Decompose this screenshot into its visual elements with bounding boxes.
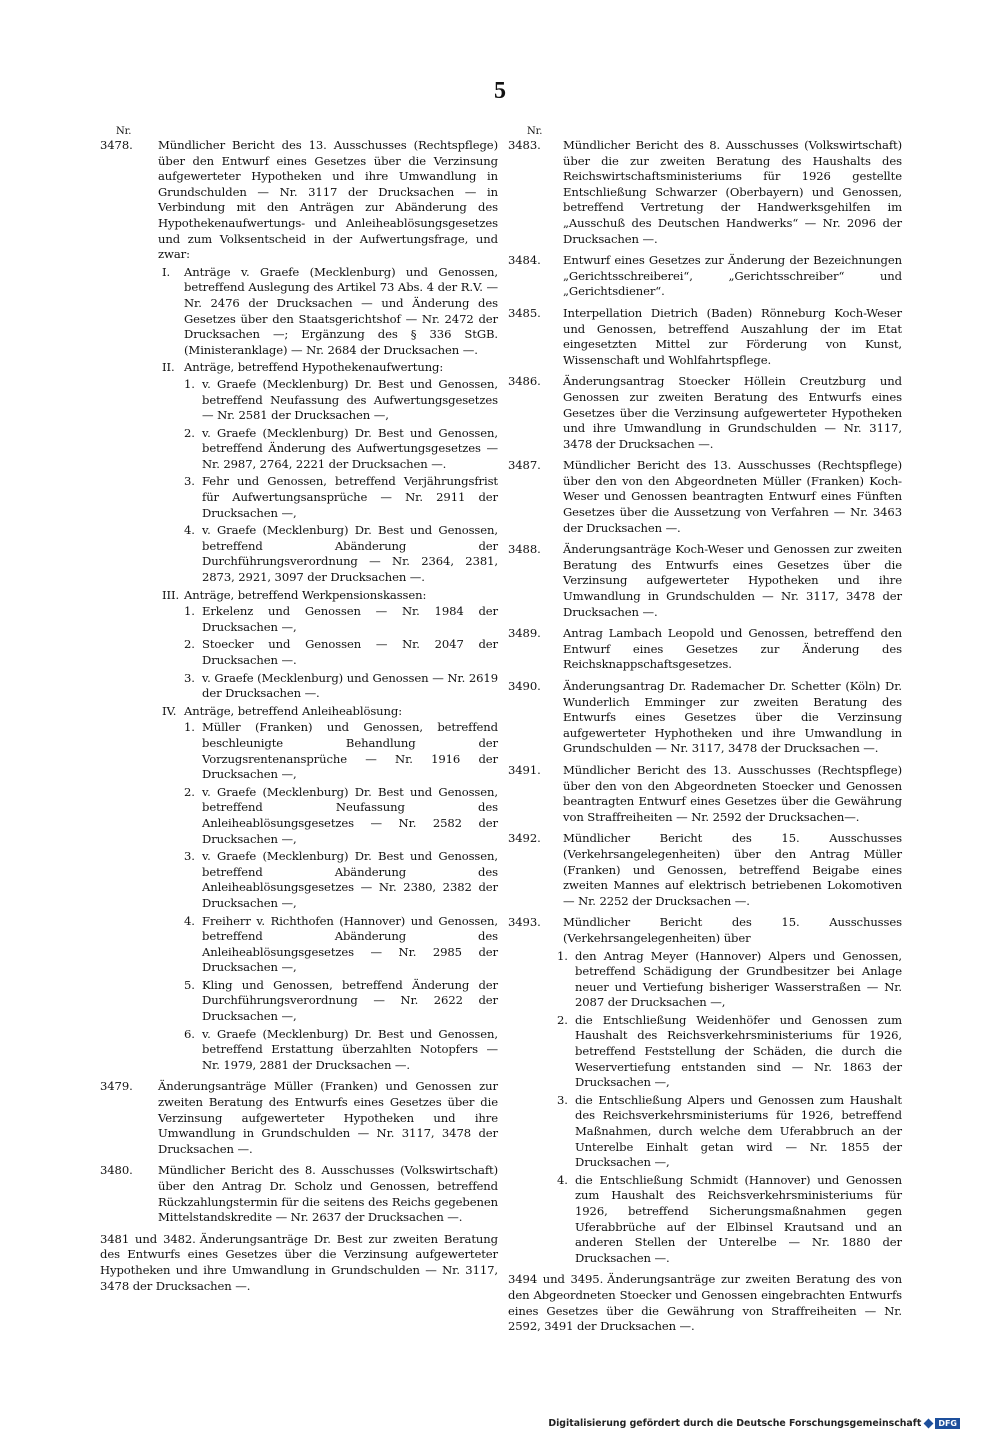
entry-3494-3495 [508, 1272, 902, 1334]
item-text: v. Graefe (Mecklenburg) und Genossen — Nr. 2619 der Drucksachen —. [202, 670, 498, 701]
entry-number: 3490. [508, 679, 541, 693]
item-number: 1. [184, 604, 195, 619]
page-number: 5 [494, 78, 506, 104]
item-number: 6. [184, 1026, 195, 1041]
entry-text: Änderungsanträge zur zweiten Beratung des von den Abgeordneten Stoecker und Genossen eingebrachten Entwurfs eines Gesetzes über die Gewährung von Straffreiheiten — Nr. 2592, 3491 der Drucksachen —. [508, 1272, 902, 1334]
item-text: Kling und Genossen, betreffend Änderung der Durchführungsverordnung — Nr. 2622 der Drucksachen —, [202, 977, 498, 1024]
group-iv [158, 704, 498, 1074]
group-numeral: I. [162, 264, 171, 279]
dfg-diamond-icon [924, 1419, 934, 1429]
entry-text: Mündlicher Bericht des 15. Ausschusses (Verkehrsangelegenheiten) über [563, 915, 902, 945]
entry-text: Änderungsanträge Müller (Franken) und Genossen zur zweiten Beratung des Entwurfs eines Gesetzes über die Verzinsung aufgewerteter Hypotheken und ihre Umwandlung in Grundschulden — Nr. 3117, 3478 der Drucksachen —. [158, 1079, 498, 1156]
entry-3489 [508, 626, 902, 673]
entry-3485 [508, 306, 902, 368]
entry-text: Interpellation Dietrich (Baden) Rönneburg Koch-Weser und Genossen, betreffend Auszahlung der im Etat eingesetzten Mittel zur Förderung von Kunst, Wissenschaft und Wohlfahrtspflege. [563, 305, 902, 367]
left-column [100, 126, 498, 1300]
entry-3490 [508, 679, 902, 757]
group-iii [158, 588, 498, 702]
entry-3487 [508, 458, 902, 536]
item-number: 3. [184, 849, 195, 864]
item-number: 2. [557, 1012, 568, 1027]
entry-3488 [508, 542, 902, 620]
entry-number: 3489. [508, 626, 541, 641]
entry-3493 [508, 915, 902, 1266]
dfg-logo-text: DFG [935, 1418, 960, 1429]
entry-number: 3493. [508, 915, 541, 930]
group-numeral: IV. [162, 703, 177, 718]
entry-text: Änderungsantrag Dr. Rademacher Dr. Schetter (Köln) Dr. Wunderlich Emminger zur zweiten Beratung des Entwurfs eines Gesetzes über die Verzinsung aufgewerteter Hyphotheken und ihre Umwandlung in Grundschulden — Nr. 3117, 3478 der Drucksachen —. [563, 679, 902, 756]
list-item [184, 1027, 498, 1074]
item-text: v. Graefe (Mecklenburg) Dr. Best und Genossen, betreffend Erstattung überzahlten Notopfers — Nr. 1979, 2881 der Drucksachen —. [202, 1026, 498, 1072]
entry-number: 3486. [508, 374, 541, 389]
entry-3492 [508, 831, 902, 909]
list-item [184, 604, 498, 635]
entry-text: Entwurf eines Gesetzes zur Änderung der Bezeichnungen „Gerichtsschreiberei“, „Gerichtsschreiber“ und „Gerichtsdiener“. [563, 253, 902, 299]
item-text: die Entschließung Schmidt (Hannover) und Genossen zum Haushalt des Reichsverkehrsministeriums für 1926, betreffend Sicherungsmaßnahmen gegen Uferabbrüche auf der Elbinsel Krautsand und an anderen Stellen der Unterelbe — Nr. 1880 der Drucksachen —. [575, 1172, 902, 1265]
list-item [557, 1173, 902, 1267]
list-item [184, 377, 498, 424]
item-number: 3. [557, 1092, 568, 1107]
list-item [184, 523, 498, 585]
entry-3493-list [557, 949, 902, 1267]
list-item [184, 637, 498, 668]
item-number: 1. [184, 720, 195, 735]
item-number: 5. [184, 977, 195, 992]
entry-number: 3491. [508, 762, 541, 777]
item-number: 4. [557, 1172, 568, 1187]
entry-text: Mündlicher Bericht des 8. Ausschusses (Volkswirtschaft) über die zur zweiten Beratung des Haushalts des Reichswirtschaftsministeriums für 1926 gestellte Entschließung Schwarzer (Oberbayern) und Genossen, betreffend Vertretung der Handwerksgehilfen im „Ausschuß des Deutschen Handwerks“ — Nr. 2096 der Drucksachen —. [563, 138, 902, 246]
entry-text: Mündlicher Bericht des 8. Ausschusses (Volkswirtschaft) über den Antrag Dr. Scholz und Genossen, betreffend Rückzahlungstermin für die seitens des Reichs gegebenen Mittelstandskredite — Nr. 2637 der Drucksachen —. [158, 1163, 498, 1225]
item-text: Freiherr v. Richthofen (Hannover) und Genossen, betreffend Abänderung des Anleiheablösungsgesetzes — Nr. 2985 der Drucksachen —, [202, 913, 498, 975]
group-ii [158, 360, 498, 585]
entry-3480 [100, 1163, 498, 1225]
item-text: v. Graefe (Mecklenburg) Dr. Best und Genossen, betreffend Änderung des Aufwertungsgesetzes — Nr. 2987, 2764, 2221 der Drucksachen —. [202, 425, 498, 471]
entry-3483 [508, 138, 902, 247]
entry-text: Mündlicher Bericht des 13. Ausschusses (Rechtspflege) über den Entwurf eines Gesetzes über die Verzinsung aufgewerteter Hypotheken und ihre Umwandlung in Grundschulden — Nr. 3117 der Drucksachen — in Verbindung mit den Anträgen zur Abänderung des Hypothekenaufwertungs- und Anleiheablösungsgesetzes und zum Volksentscheid in der Aufwertungsfrage, und zwar: [158, 138, 498, 262]
item-text: v. Graefe (Mecklenburg) Dr. Best und Genossen, betreffend Neufassung des Anleiheablösungsgesetzes — Nr. 2582 der Drucksachen —, [202, 784, 498, 846]
list-item [184, 849, 498, 911]
group-text: Anträge, betreffend Anleiheablösung: [184, 703, 403, 718]
entry-number: 3488. [508, 542, 541, 557]
item-number: 2. [184, 637, 195, 652]
group-numeral: III. [162, 587, 180, 602]
list-item [184, 720, 498, 782]
entry-text: Änderungsantrag Stoecker Höllein Creutzburg und Genossen zur zweiten Beratung des Entwurfs eines Gesetzes über die Verzinsung aufgewerteter Hypotheken und ihre Umwandlung in Grundschulden — Nr. 3117, 3478 der Drucksachen —. [563, 374, 902, 451]
entry-number: 3479. [100, 1079, 133, 1094]
list-item [184, 914, 498, 976]
entry-number: 3481 und 3482. [100, 1231, 196, 1246]
nr-label: Nr. [527, 126, 543, 137]
list-item [557, 1013, 902, 1091]
list-item [184, 785, 498, 847]
entry-text: Mündlicher Bericht des 15. Ausschusses (Verkehrsangelegenheiten) über den Antrag Müller (Franken) und Genossen, betreffend Beigabe eines zweiten Mannes auf elektrisch betriebenen Lokomotiven — Nr. 2252 der Drucksachen —. [563, 831, 902, 908]
item-text: Müller (Franken) und Genossen, betreffend beschleunigte Behandlung der Vorzugsrentenansprüche — Nr. 1916 der Drucksachen —, [202, 720, 498, 782]
list-item [184, 474, 498, 521]
item-text: v. Graefe (Mecklenburg) Dr. Best und Genossen, betreffend Abänderung der Durchführungsverordnung — Nr. 2364, 2381, 2873, 2921, 3097 der Drucksachen —. [202, 523, 498, 585]
group-i [158, 265, 498, 359]
entry-text: Antrag Lambach Leopold und Genossen, betreffend den Entwurf eines Gesetzes zur Änderung des Reichsknappschaftsgesetzes. [563, 626, 902, 672]
item-text: Erkelenz und Genossen — Nr. 1984 der Drucksachen —, [202, 604, 498, 634]
list-item [184, 426, 498, 473]
entry-text: Mündlicher Bericht des 13. Ausschusses (Rechtspflege) über den von den Abgeordneten Stoecker und Genossen beantragten Entwurf eines Gesetzes über die Gewährung von Straffreiheiten — Nr. 2592 der Drucksachen—. [563, 762, 902, 824]
nr-label: Nr. [116, 126, 132, 137]
entry-3481-3482 [100, 1232, 498, 1294]
entry-number: 3487. [508, 458, 541, 473]
list-item [184, 978, 498, 1025]
item-text: Fehr und Genossen, betreffend Verjährungsfrist für Aufwertungsansprüche — Nr. 2911 der Drucksachen —, [202, 474, 498, 520]
group-text: Anträge, betreffend Werkpensionskassen: [184, 587, 427, 602]
entry-3484 [508, 253, 902, 300]
group-text: Anträge, betreffend Hypothekenaufwertung: [184, 360, 444, 375]
item-text: v. Graefe (Mecklenburg) Dr. Best und Genossen, betreffend Neufassung des Aufwertungsgesetzes — Nr. 2581 der Drucksachen —, [202, 376, 498, 423]
entry-number: 3492. [508, 831, 541, 846]
list-item [557, 949, 902, 1011]
digitization-footer [548, 1418, 960, 1429]
entry-3486 [508, 374, 902, 452]
item-text: die Entschließung Alpers und Genossen zum Haushalt des Reichsverkehrsministeriums für 1926, betreffend Maßnahmen, durch welche dem Uferabbruch an der Unterelbe Einhalt getan wird — Nr. 1855 der Drucksachen —, [575, 1092, 902, 1170]
entry-number: 3494 und 3495. [508, 1272, 604, 1287]
item-number: 1. [557, 948, 568, 963]
group-numeral: II. [162, 360, 175, 375]
entry-number: 3478. [100, 138, 133, 152]
entry-text: Änderungsanträge Koch-Weser und Genossen zur zweiten Beratung des Entwurfs eines Gesetzes über die Verzinsung aufgewerteter Hypotheken und ihre Umwandlung in Grundschulden — Nr. 3117, 3478 der Drucksachen —. [563, 542, 902, 619]
entry-number: 3484. [508, 253, 541, 268]
entry-3491 [508, 763, 902, 825]
entry-text: Änderungsanträge Dr. Best zur zweiten Beratung des Entwurfs eines Gesetzes über die Verzinsung aufgewerteter Hypotheken und ihre Umwandlung in Grundschulden — Nr. 3117, 3478 der Drucksachen —. [100, 1231, 498, 1293]
item-number: 4. [184, 913, 195, 928]
list-item [557, 1093, 902, 1171]
entry-3478 [100, 138, 498, 1073]
item-number: 1. [184, 376, 195, 391]
group-text: Anträge v. Graefe (Mecklenburg) und Genossen, betreffend Auslegung des Artikel 73 Abs. 4 der R.V. — Nr. 2476 der Drucksachen — und Änderung des Gesetzes über den Staatsgerichtshof — Nr. 2472 der Drucksachen —; Ergänzung des § 336 StGB. (Ministeranklage) — Nr. 2684 der Drucksachen —. [184, 264, 498, 357]
item-number: 2. [184, 784, 195, 799]
item-text: den Antrag Meyer (Hannover) Alpers und Genossen, betreffend Schädigung der Grundbesitzer bei Anlage neuer und Vertiefung bisheriger Wasserstraßen — Nr. 2087 der Drucksachen —, [575, 948, 902, 1010]
item-number: 3. [184, 670, 195, 685]
item-number: 4. [184, 523, 195, 538]
entry-text: Mündlicher Bericht des 13. Ausschusses (Rechtspflege) über den von den Abgeordneten Müller (Franken) Koch-Weser und Genossen beantragten Entwurf eines Fünften Gesetzes über die Aussetzung von Verfahren — Nr. 3463 der Drucksachen —. [563, 458, 902, 535]
entry-3479 [100, 1079, 498, 1157]
item-text: Stoecker und Genossen — Nr. 2047 der Drucksachen —. [202, 637, 498, 667]
list-item [184, 671, 498, 702]
item-number: 2. [184, 425, 195, 440]
entry-number: 3485. [508, 305, 541, 320]
dfg-logo [925, 1418, 960, 1429]
right-column [508, 126, 902, 1341]
entry-number: 3483. [508, 138, 541, 152]
footer-text: Digitalisierung gefördert durch die Deutsche Forschungsgemeinschaft [548, 1418, 922, 1429]
item-text: v. Graefe (Mecklenburg) Dr. Best und Genossen, betreffend Abänderung des Anleiheablösungsgesetzes — Nr. 2380, 2382 der Drucksachen —, [202, 849, 498, 910]
item-text: die Entschließung Weidenhöfer und Genossen zum Haushalt des Reichsverkehrsministeriums für 1926, betreffend Feststellung der Schäden, die durch die Weservertiefung entstanden sind — Nr. 1863 der Drucksachen —, [575, 1012, 902, 1090]
item-number: 3. [184, 474, 195, 489]
entry-number: 3480. [100, 1163, 133, 1178]
